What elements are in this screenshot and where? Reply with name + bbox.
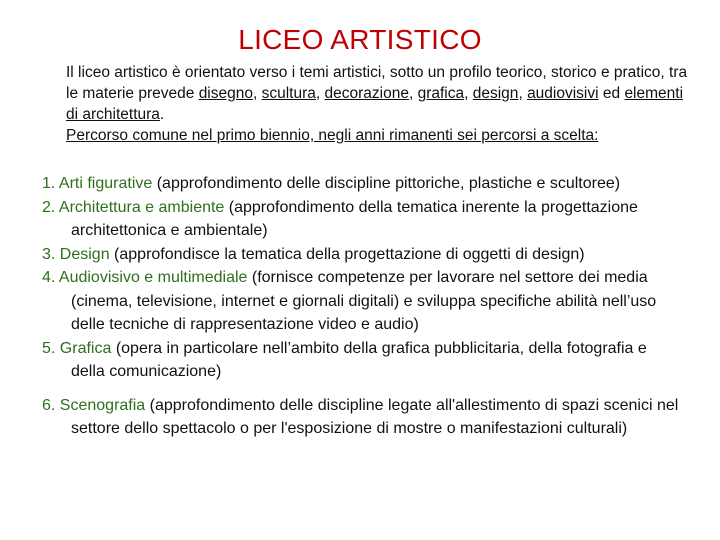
item-name: Design (59, 245, 110, 263)
item-name: Audiovisivo e multimediale (58, 269, 248, 286)
item-number: 6. (42, 396, 60, 414)
item-description: (opera in particolare nell’ambito della grafica pubblicitaria, della fotografia e della comunicazione) (71, 339, 647, 380)
item-number: 1. (42, 175, 59, 192)
subject-decorazione: decorazione (324, 85, 409, 102)
item-name: Scenografia (59, 396, 146, 414)
list-item (42, 172, 682, 196)
list-item (42, 266, 682, 337)
subject-design: design (472, 85, 519, 102)
item-number: 4. (42, 269, 59, 286)
list-item (42, 337, 682, 384)
list-item (42, 394, 682, 441)
item-number: 5. (42, 339, 60, 357)
subject-grafica: grafica (417, 85, 465, 102)
item-number: 3. (42, 245, 60, 263)
item-name: Architettura e ambiente (58, 198, 225, 216)
item-name: Arti figurative (58, 175, 153, 192)
intro-paragraph (66, 62, 696, 146)
subject-scultura: scultura (261, 85, 316, 102)
intro-lead: Il liceo artistico è orientato verso i temi artistici, sotto un profilo teorico, storico e pratico, tra le materie prevede (66, 64, 688, 102)
item-name: Grafica (59, 339, 112, 357)
item-description: (approfondimento delle discipline legate all'allestimento di spazi scenici nel settore dello spettacolo o per l'esposizione di mostre o manifestazioni culturali) (71, 396, 679, 437)
item-description: (approfondisce la tematica della progettazione di oggetti di design) (109, 245, 585, 263)
item-description: (fornisce competenze per lavorare nel settore dei media (cinema, televisione, internet e giornali digitali) e sviluppa specifiche abilità nell’uso delle tecniche di rappresentazione video e audio) (71, 269, 657, 333)
subject-architettura: elementi di architettura (66, 85, 684, 123)
paths-sentence: Percorso comune nel primo biennio, negli anni rimanenti sei percorsi a scelta: (66, 127, 599, 144)
item-description: (approfondimento della tematica inerente la progettazione architettonica e ambientale) (71, 198, 638, 239)
subject-disegno: disegno (198, 85, 253, 102)
list-item (42, 243, 682, 267)
item-number: 2. (42, 198, 59, 216)
subject-audiovisivi: audiovisivi (527, 85, 599, 102)
paths-list (42, 172, 682, 441)
page-title: LICEO ARTISTICO (238, 24, 482, 55)
intro-text: Il liceo artistico è orientato verso i temi artistici, sotto un profilo teorico, storico e pratico, tra le materie prevede disegno, scultura, decorazione, grafica, design, audiovisivi ed elementi di architettura. (66, 64, 688, 123)
item-description: (approfondimento delle discipline pittoriche, plastiche e scultoree) (152, 175, 621, 192)
list-item (42, 196, 682, 243)
